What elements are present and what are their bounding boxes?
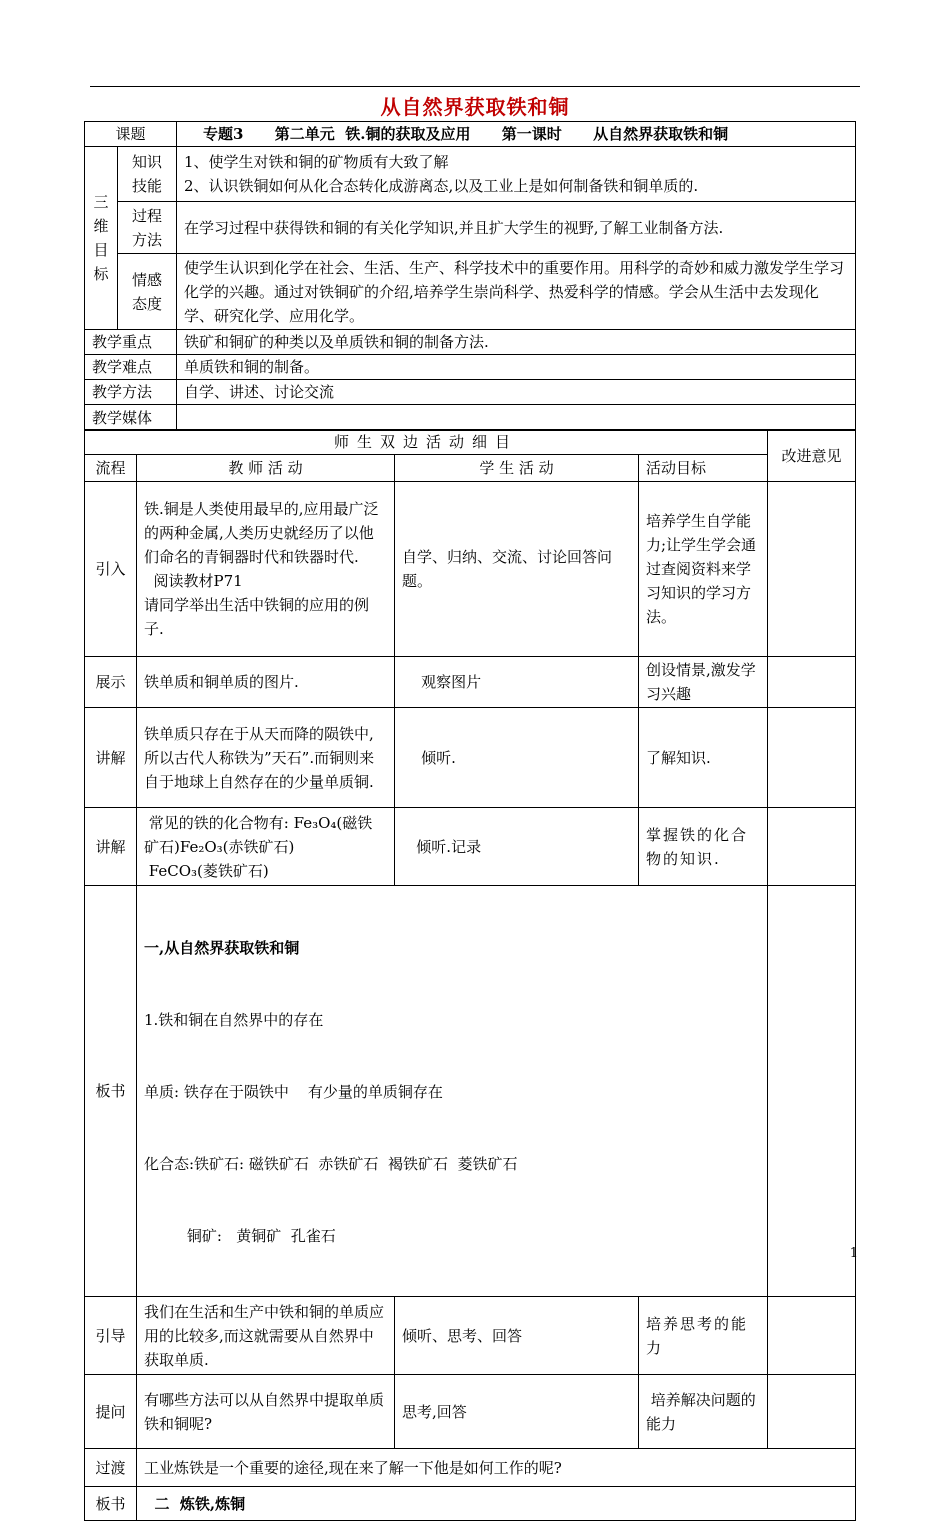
improve-cell xyxy=(768,482,856,657)
flow-cell: 讲解 xyxy=(85,808,137,886)
lesson-info-table xyxy=(84,121,856,431)
objective-label: 过程方法 xyxy=(118,202,177,254)
info-label: 教学难点 xyxy=(85,355,177,380)
improve-cell xyxy=(768,708,856,808)
info-text: 单质铁和铜的制备。 xyxy=(177,355,856,380)
goal-cell: 培养思考的能力 xyxy=(639,1297,768,1375)
flow-cell: 展示 xyxy=(85,657,137,708)
page-title: 从自然界获取铁和铜 xyxy=(380,95,570,119)
flow-cell: 讲解 xyxy=(85,708,137,808)
course-row xyxy=(85,122,856,147)
transition-cell: 工业炼铁是一个重要的途径,现在来了解一下他是如何工作的呢? xyxy=(137,1449,856,1487)
goal-cell: 培养学生自学能力;让学生学会通过查阅资料来学习知识的学习方法。 xyxy=(639,482,768,657)
info-text: 铁矿和铜矿的种类以及单质铁和铜的制备方法. xyxy=(177,330,856,355)
objective-row xyxy=(85,147,856,202)
objectives-group-label: 三 维 目 标 xyxy=(85,147,118,330)
improve-cell xyxy=(768,808,856,886)
objective-label: 知识技能 xyxy=(118,147,177,202)
teacher-header: 教 师 活 动 xyxy=(137,455,395,482)
activity-row xyxy=(85,482,856,657)
blackboard-line: 1.铁和铜在自然界中的存在 xyxy=(144,1011,324,1029)
objective-text: 在学习过程中获得铁和铜的有关化学知识,并且扩大学生的视野,了解工业制备方法. xyxy=(177,202,856,254)
flow-cell: 提问 xyxy=(85,1375,137,1449)
objective-text: 使学生认识到化学在社会、生活、生产、科学技术中的重要作用。用科学的奇妙和威力激发学生学习化学的兴趣。通过对铁铜矿的介绍,培养学生崇尚科学、热爱科学的情感。学会从生活中去发现化学、研究化学、应用化学。 xyxy=(177,254,856,330)
info-text xyxy=(177,405,856,431)
goal-cell: 创设情景,激发学习兴趣 xyxy=(639,657,768,708)
blackboard-cell xyxy=(137,886,768,1297)
student-cell: 自学、归纳、交流、讨论回答问题。 xyxy=(395,482,639,657)
activity-section-title: 师生双边活动细目 xyxy=(85,430,768,455)
objective-row xyxy=(85,202,856,254)
page-number: 1 xyxy=(849,1246,858,1261)
blackboard-line: 铜矿: 黄铜矿 孔雀石 xyxy=(144,1227,336,1245)
objective-text: 1、使学生对铁和铜的矿物质有大致了解 2、认识铁铜如何从化合态转化成游离态,以及工业上是如何制备铁和铜单质的. xyxy=(177,147,856,202)
teacher-cell: 铁.铜是人类使用最早的,应用最广泛的两种金属,人类历史就经历了以他们命名的青铜器时代和铁器时代. 阅读教材P71 请同学举出生活中铁铜的应用的例子. xyxy=(137,482,395,657)
flow-cell: 引入 xyxy=(85,482,137,657)
improve-cell xyxy=(768,1375,856,1449)
improve-cell xyxy=(768,886,856,1297)
activity-row xyxy=(85,808,856,886)
activity-section-row xyxy=(85,430,856,455)
improve-cell xyxy=(768,1297,856,1375)
activity-row xyxy=(85,657,856,708)
activity-row xyxy=(85,1449,856,1487)
info-text: 自学、讲述、讨论交流 xyxy=(177,380,856,405)
course-label: 课题 xyxy=(85,122,177,147)
teacher-cell: 有哪些方法可以从自然界中提取单质铁和铜呢? xyxy=(137,1375,395,1449)
student-header: 学 生 活 动 xyxy=(395,455,639,482)
flow-cell: 引导 xyxy=(85,1297,137,1375)
info-label: 教学媒体 xyxy=(85,405,177,431)
goal-cell: 掌握铁的化合物的知识. xyxy=(639,808,768,886)
student-cell: 观察图片 xyxy=(395,657,639,708)
activity-header-row xyxy=(85,455,856,482)
flow-cell: 板书 xyxy=(85,886,137,1297)
student-cell: 思考,回答 xyxy=(395,1375,639,1449)
blackboard-heading: 二 炼铁,炼铜 xyxy=(137,1487,856,1521)
activity-row xyxy=(85,1487,856,1521)
activity-table xyxy=(84,429,856,1521)
header-rule xyxy=(90,86,860,87)
course-title: 专题3 第二单元 铁.铜的获取及应用 第一课时 从自然界获取铁和铜 xyxy=(177,122,856,147)
info-row xyxy=(85,405,856,431)
flow-header: 流程 xyxy=(85,455,137,482)
activity-row xyxy=(85,886,856,1297)
info-label: 教学重点 xyxy=(85,330,177,355)
improve-header: 改进意见 xyxy=(768,430,856,482)
blackboard-line: 化合态:铁矿石: 磁铁矿石 赤铁矿石 褐铁矿石 菱铁矿石 xyxy=(144,1155,518,1173)
flow-cell: 板书 xyxy=(85,1487,137,1521)
info-row xyxy=(85,380,856,405)
teacher-cell: 铁单质和铜单质的图片. xyxy=(137,657,395,708)
info-row xyxy=(85,355,856,380)
goal-cell: 培养解决问题的能力 xyxy=(639,1375,768,1449)
info-label: 教学方法 xyxy=(85,380,177,405)
flow-cell: 过渡 xyxy=(85,1449,137,1487)
blackboard-heading: 一,从自然界获取铁和铜 xyxy=(144,939,300,957)
activity-row xyxy=(85,1297,856,1375)
blackboard-line: 单质: 铁存在于陨铁中 有少量的单质铜存在 xyxy=(144,1083,443,1101)
activity-row xyxy=(85,1375,856,1449)
objective-row xyxy=(85,254,856,330)
student-cell: 倾听、思考、回答 xyxy=(395,1297,639,1375)
info-row xyxy=(85,330,856,355)
teacher-cell: 铁单质只存在于从天而降的陨铁中,所以古代人称铁为”天石”.而铜则来自于地球上自然存在的少量单质铜. xyxy=(137,708,395,808)
teacher-cell: 我们在生活和生产中铁和铜的单质应用的比较多,而这就需要从自然界中获取单质. xyxy=(137,1297,395,1375)
improve-cell xyxy=(768,657,856,708)
activity-row xyxy=(85,708,856,808)
student-cell: 倾听.记录 xyxy=(395,808,639,886)
objective-label: 情感态度 xyxy=(118,254,177,330)
student-cell: 倾听. xyxy=(395,708,639,808)
teacher-cell: 常见的铁的化合物有: Fe₃O₄(磁铁矿石)Fe₂O₃(赤铁矿石) FeCO₃(菱铁矿石) xyxy=(137,808,395,886)
goal-header: 活动目标 xyxy=(639,455,768,482)
goal-cell: 了解知识. xyxy=(639,708,768,808)
